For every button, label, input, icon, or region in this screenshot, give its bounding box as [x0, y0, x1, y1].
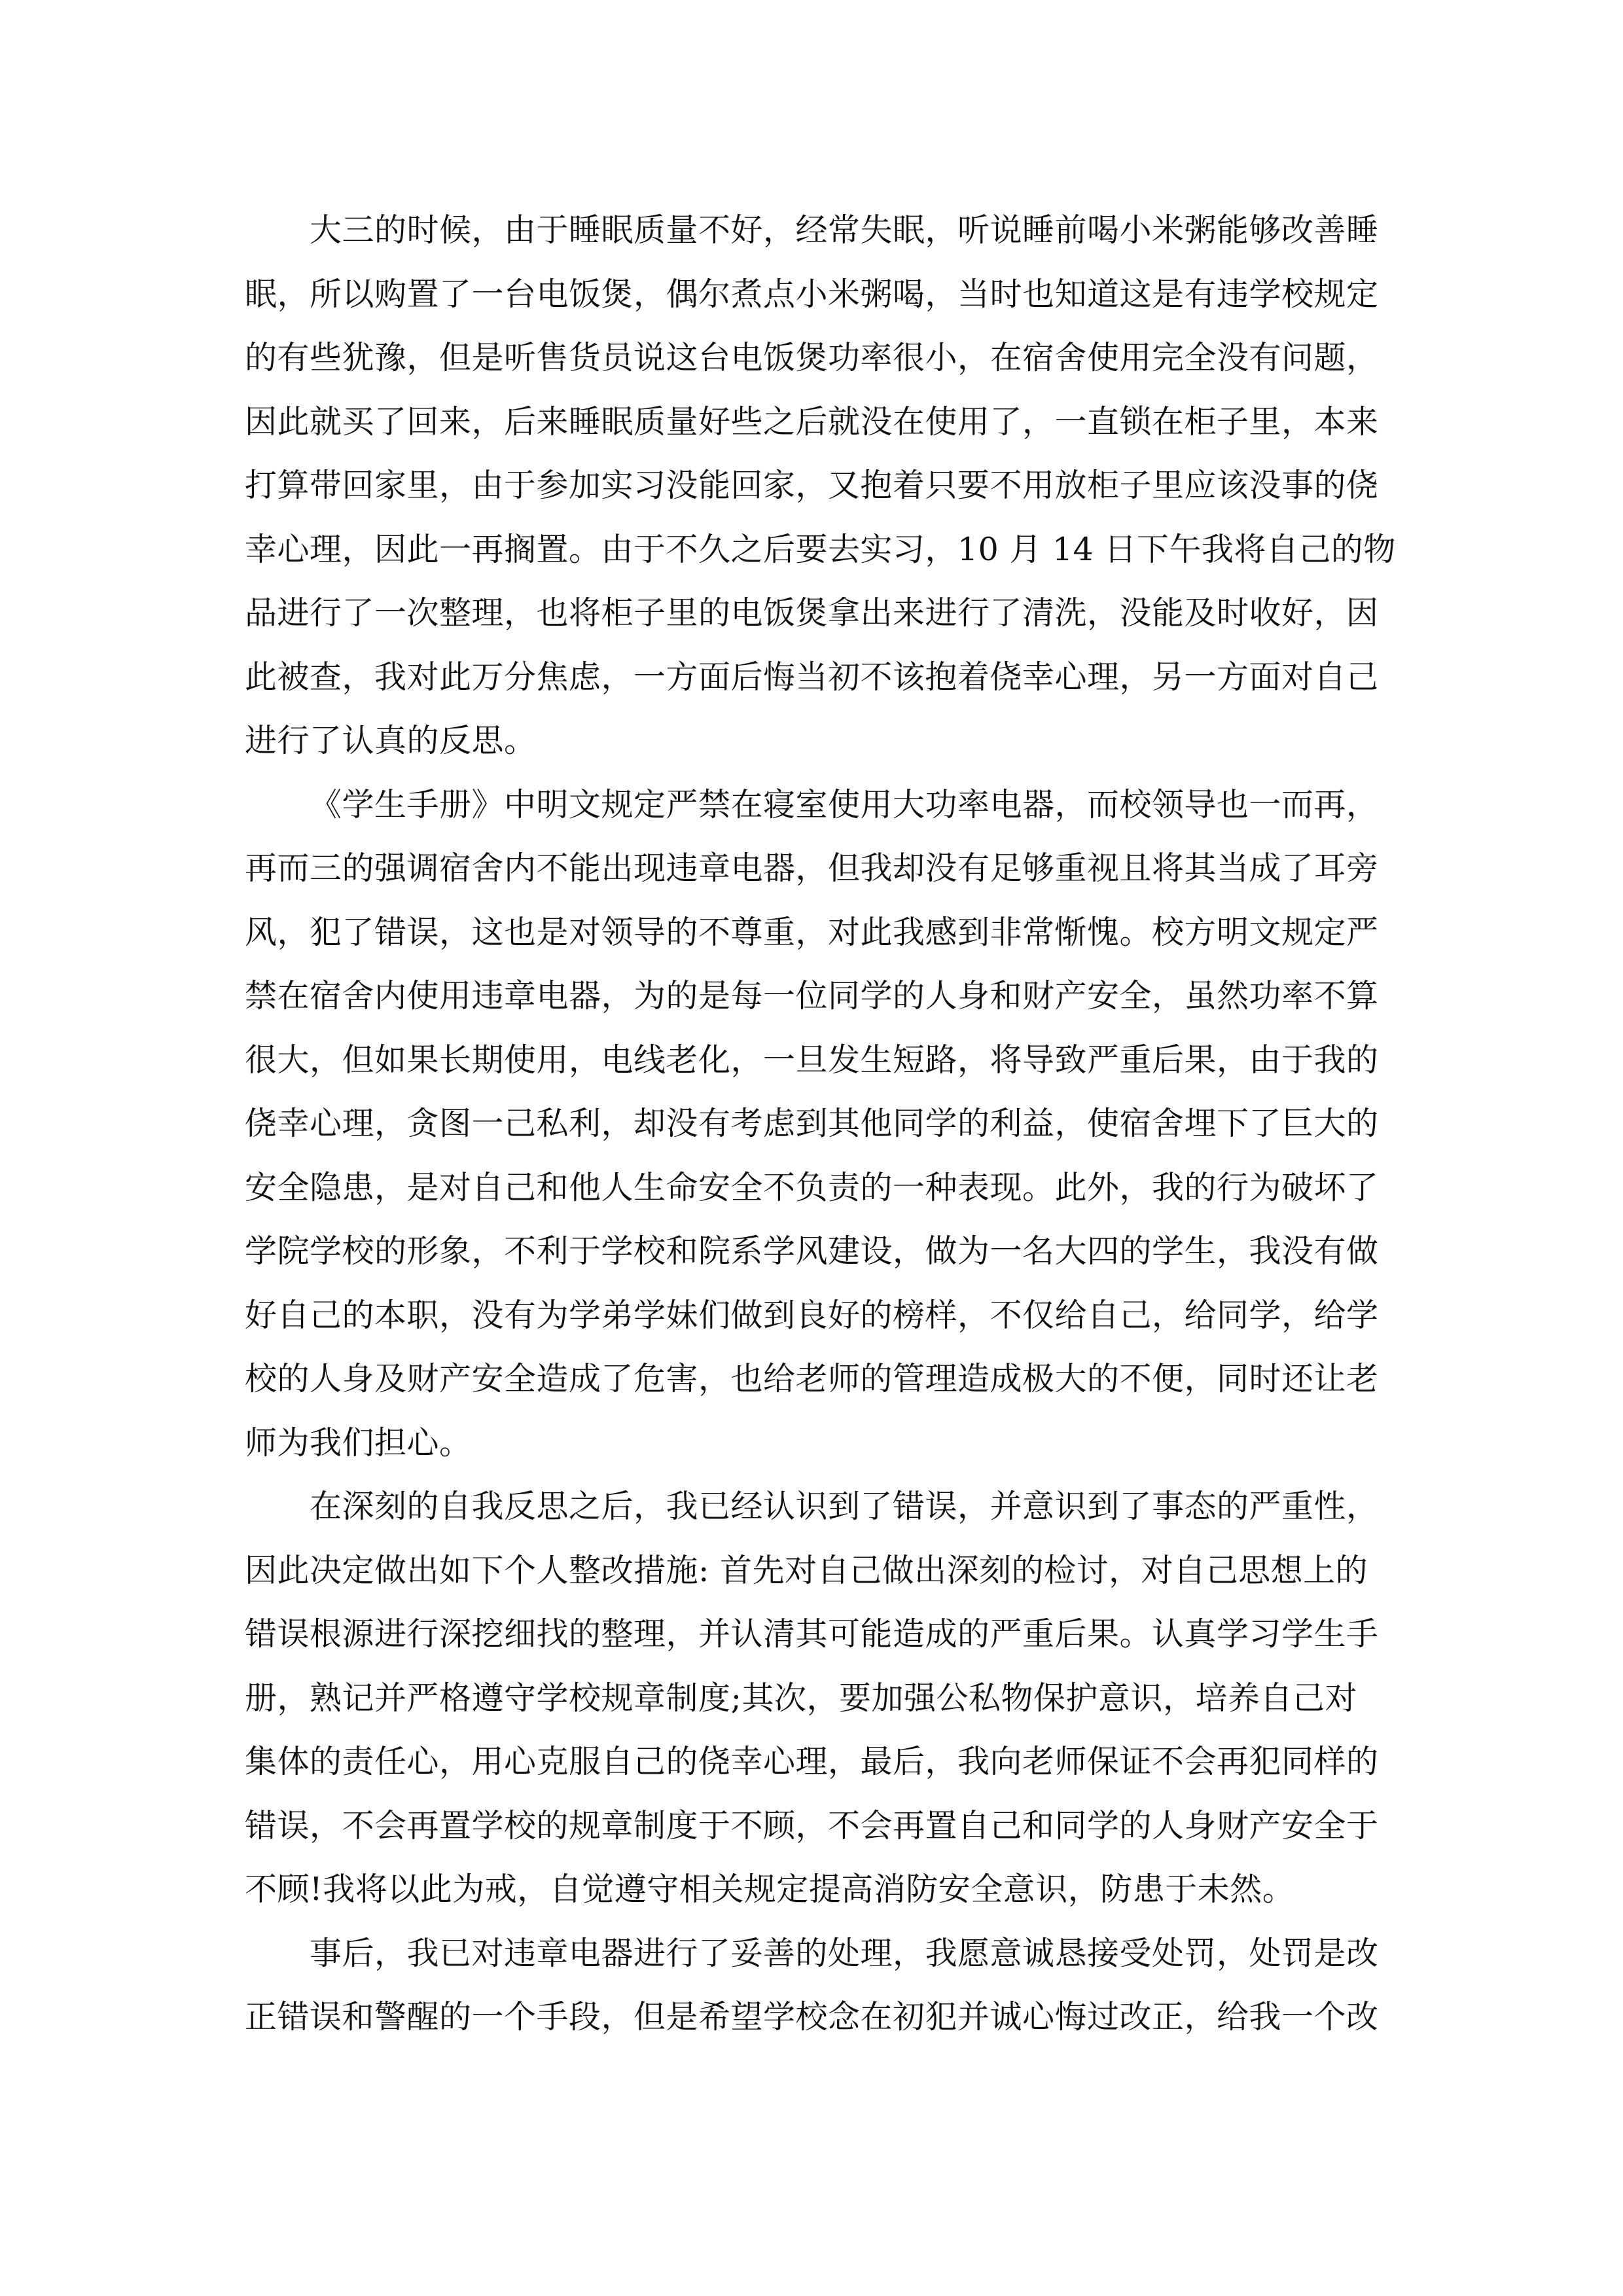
- paragraph-2-line-11: 师为我们担心。: [245, 1424, 472, 1462]
- paragraph-2-line-10: 校的人身及财产安全造成了危害，也给老师的管理造成极大的不便，同时还让老: [245, 1360, 1379, 1397]
- paragraph-2-line-3: 风，犯了错误，这也是对领导的不尊重，对此我感到非常惭愧。校方明文规定严: [245, 913, 1379, 951]
- paragraph-1-line-6: 幸心理，因此一再搁置。由于不久之后要去实习，10 月 14 日下午我将自己的物: [245, 530, 1396, 568]
- paragraph-1-line-1: 大三的时候，由于睡眠质量不好，经常失眠，听说睡前喝小米粥能够改善睡: [310, 211, 1379, 249]
- paragraph-2-line-6: 侥幸心理，贪图一己私利，却没有考虑到其他同学的利益，使宿舍埋下了巨大的: [245, 1105, 1379, 1142]
- paragraph-3-line-5: 集体的责任心，用心克服自己的侥幸心理，最后，我向老师保证不会再犯同样的: [245, 1743, 1379, 1780]
- paragraph-1-line-3: 的有些犹豫，但是听售货员说这台电饭煲功率很小，在宿舍使用完全没有问题，: [245, 339, 1379, 376]
- paragraph-2-line-1: 《学生手册》中明文规定严禁在寝室使用大功率电器，而校领导也一而再，: [310, 785, 1379, 823]
- paragraph-2-line-5: 很大，但如果长期使用，电线老化，一旦发生短路，将导致严重后果，由于我的: [245, 1041, 1379, 1079]
- paragraph-1-line-2: 眠，所以购置了一台电饭煲，偶尔煮点小米粥喝，当时也知道这是有违学校规定: [245, 275, 1379, 313]
- paragraph-2-line-7: 安全隐患，是对自己和他人生命安全不负责的一种表现。此外，我的行为破坏了: [245, 1168, 1379, 1206]
- paragraph-2-line-2: 再而三的强调宿舍内不能出现违章电器，但我却没有足够重视且将其当成了耳旁: [245, 850, 1379, 887]
- paragraph-1-line-9: 进行了认真的反思。: [245, 722, 537, 759]
- paragraph-3-line-7: 不顾!我将以此为戒，自觉遵守相关规定提高消防安全意识，防患于未然。: [245, 1871, 1295, 1908]
- paragraph-4-line-1: 事后，我已对违章电器进行了妥善的处理，我愿意诚恳接受处罚，处罚是改: [310, 1934, 1379, 1972]
- paragraph-1-line-8: 此被查，我对此万分焦虑，一方面后悔当初不该抱着侥幸心理，另一方面对自己: [245, 658, 1379, 696]
- paragraph-3-line-2: 因此决定做出如下个人整改措施: 首先对自己做出深刻的检讨，对自己思想上的: [245, 1551, 1368, 1589]
- paragraph-1-line-7: 品进行了一次整理，也将柜子里的电饭煲拿出来进行了清洗，没能及时收好，因: [245, 594, 1379, 632]
- paragraph-4-line-2: 正错误和警醒的一个手段，但是希望学校念在初犯并诚心悔过改正，给我一个改: [245, 1998, 1379, 2036]
- paragraph-2-line-4: 禁在宿舍内使用违章电器，为的是每一位同学的人身和财产安全，虽然功率不算: [245, 977, 1379, 1014]
- paragraph-1-line-5: 打算带回家里，由于参加实习没能回家，又抱着只要不用放柜子里应该没事的侥: [245, 467, 1379, 504]
- paragraph-3-line-4: 册，熟记并严格遵守学校规章制度;其次，要加强公私物保护意识，培养自己对: [245, 1679, 1358, 1717]
- paragraph-3-line-1: 在深刻的自我反思之后，我已经认识到了错误，并意识到了事态的严重性，: [310, 1488, 1379, 1525]
- paragraph-1-line-4: 因此就买了回来，后来睡眠质量好些之后就没在使用了，一直锁在柜子里，本来: [245, 403, 1379, 440]
- paragraph-3-line-3: 错误根源进行深挖细找的整理，并认清其可能造成的严重后果。认真学习学生手: [245, 1615, 1379, 1653]
- paragraph-2-line-9: 好自己的本职，没有为学弟学妹们做到良好的榜样，不仅给自己，给同学，给学: [245, 1296, 1379, 1334]
- paragraph-2-line-8: 学院学校的形象，不利于学校和院系学风建设，做为一名大四的学生，我没有做: [245, 1232, 1379, 1270]
- paragraph-3-line-6: 错误，不会再置学校的规章制度于不顾，不会再置自己和同学的人身财产安全于: [245, 1806, 1379, 1844]
- document-body: [245, 198, 1396, 2049]
